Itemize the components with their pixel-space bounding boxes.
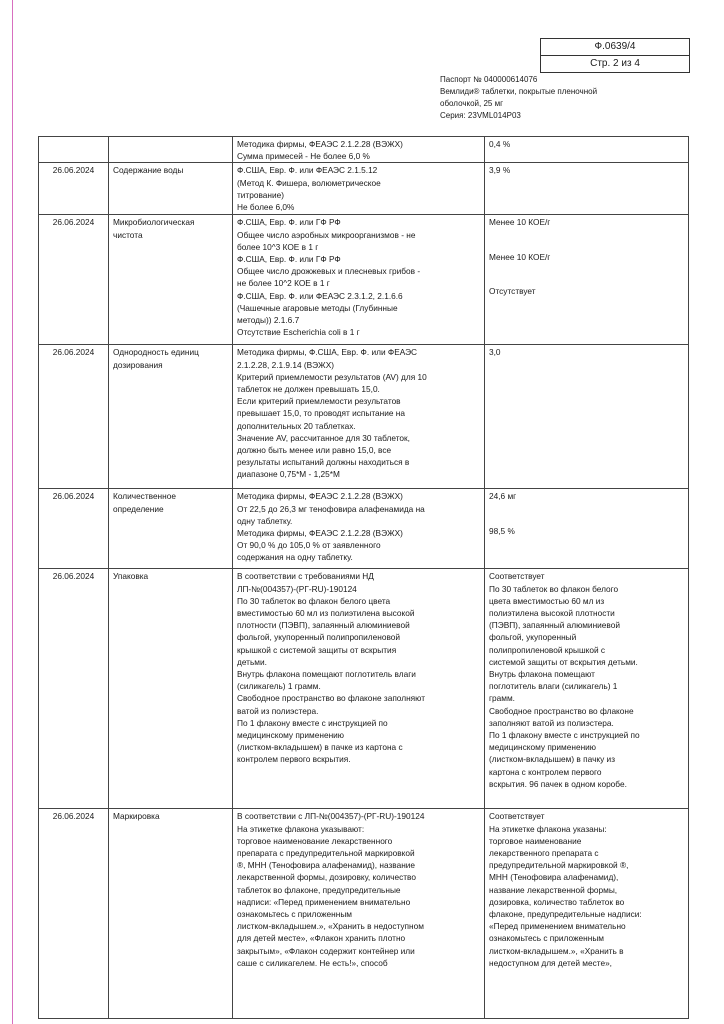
test-date: 26.06.2024 — [39, 163, 109, 215]
test-result-line: Менее 10 КОЕ/г — [489, 217, 551, 228]
test-result-line: листком-вкладышем.», «Хранить в — [489, 945, 624, 956]
test-method-line: таблеток не должен превышать 15,0. — [237, 384, 380, 395]
test-result-line: полипропиленовой крышкой с — [489, 644, 606, 655]
test-method-line: Методика фирмы, ФЕАЭС 2.1.2.28 (ВЭЖХ) — [237, 528, 403, 539]
test-method-cell — [233, 489, 485, 569]
test-method-line: ®, МНН (Тенофовира алафенамид), название — [237, 860, 416, 871]
test-method-line: дополнительных 20 таблетках. — [237, 420, 356, 431]
test-name-cell — [109, 215, 233, 345]
test-name-line: Однородность единиц — [113, 347, 199, 358]
test-method-line: диапазоне 0,75*М - 1,25*М — [237, 469, 340, 480]
test-result-line: медицинскому применению — [489, 742, 597, 753]
test-result-line: грамм. — [489, 693, 515, 704]
table-row — [39, 215, 689, 345]
test-result-line: По 1 флакону вместе с инструкцией по — [489, 730, 640, 741]
test-method-line: Сумма примесей - Не более 6,0 % — [237, 151, 370, 162]
test-result-line: (ПЭВП), запаянный алюминиевой — [489, 620, 620, 631]
test-result-line: предупредительной маркировкой ®, — [489, 860, 629, 871]
table-row — [39, 345, 689, 489]
table-row — [39, 569, 689, 809]
test-method-line: Общее число аэробных микроорганизмов - не — [237, 229, 416, 240]
test-method-line: торговое наименование лекарственного — [237, 835, 393, 846]
test-result-line: Соответствует — [489, 571, 545, 582]
spacer — [489, 274, 684, 285]
test-method-line: таблеток во флаконе, предупредительные — [237, 884, 401, 895]
spacer — [489, 229, 684, 240]
test-result-line: системой защиты от вскрытия детьми. — [489, 656, 638, 667]
test-result-line: Соответствует — [489, 811, 545, 822]
test-method-line: (Метод К. Фишера, волюметрическое — [237, 177, 381, 188]
test-method-line: ватой из полиэстера. — [237, 705, 319, 716]
test-name-cell — [109, 163, 233, 215]
test-date: 26.06.2024 — [39, 569, 109, 809]
test-result-cell — [485, 489, 689, 569]
test-name-line: Маркировка — [113, 811, 160, 822]
test-method-line: Отсутствие Escherichia coli в 1 г — [237, 327, 360, 338]
test-method-line: По 1 флакону вместе с инструкцией по — [237, 717, 388, 728]
test-method-line: крышкой с системой защиты от вскрытия — [237, 644, 397, 655]
test-result-line: Менее 10 КОЕ/г — [489, 251, 551, 262]
test-method-line: Критерий приемлемости результатов (AV) для 10 — [237, 371, 427, 382]
spacer — [489, 503, 684, 514]
test-name-line: чистота — [113, 229, 143, 240]
spacer — [489, 514, 684, 525]
passport-number: Паспорт № 040000614076 — [440, 75, 538, 84]
test-result-cell — [485, 137, 689, 163]
test-result-line: лекарственного препарата с — [489, 848, 599, 859]
test-method-cell — [233, 215, 485, 345]
test-date: 26.06.2024 — [39, 809, 109, 1019]
test-name-line: определение — [113, 503, 164, 514]
test-method-line: превышает 15,0, то проводят испытание на — [237, 408, 405, 419]
test-name-line: Упаковка — [113, 571, 149, 582]
test-method-cell — [233, 137, 485, 163]
test-name-cell — [109, 137, 233, 163]
test-result-line: Свободное пространство во флаконе — [489, 705, 634, 716]
test-method-line: ознакомьтесь с приложенным — [237, 909, 352, 920]
test-result-line: фольгой, укупоренный — [489, 632, 577, 643]
test-method-line: ЛП-№(004357)-(РГ-RU)-190124 — [237, 583, 357, 594]
test-result-line: недоступном для детей месте», — [489, 957, 612, 968]
test-method-line: Ф.США, Евр. Ф. или ФЕАЭС 2.1.5.12 — [237, 165, 378, 176]
form-code-box — [540, 38, 690, 73]
test-method-line: более 10^3 КОЕ в 1 г — [237, 241, 319, 252]
test-method-line: Ф.США, Евр. Ф. или ГФ РФ — [237, 217, 341, 228]
page-number: Стр. 2 из 4 — [541, 55, 689, 72]
test-method-line: Методика фирмы, Ф.США, Евр. Ф. или ФЕАЭС — [237, 347, 418, 358]
test-name-line: Количественное — [113, 491, 176, 502]
test-name-line: дозирования — [113, 359, 163, 370]
test-method-line: не более 10^2 КОЕ в 1 г — [237, 278, 330, 289]
test-date — [39, 137, 109, 163]
product-name: Вемлиди® таблетки, покрытые пленочной — [440, 87, 598, 96]
test-date: 26.06.2024 — [39, 215, 109, 345]
test-method-line: (силикагель) 1 грамм. — [237, 681, 321, 692]
test-result-cell — [485, 215, 689, 345]
test-name-cell — [109, 345, 233, 489]
test-method-line: Значение AV, рассчитанное для 30 таблеток, — [237, 432, 410, 443]
test-result-line: 24,6 мг — [489, 491, 517, 502]
test-method-cell — [233, 163, 485, 215]
test-result-line: флаконе, предупредительные надписи: — [489, 909, 642, 920]
passport-info — [440, 74, 640, 122]
table-row — [39, 489, 689, 569]
test-result-line: полиэтилена высокой плотности — [489, 608, 615, 619]
test-result-line: заполняют ватой из полиэстера. — [489, 717, 614, 728]
test-result-line: картона с контролем первого — [489, 766, 602, 777]
test-result-cell — [485, 345, 689, 489]
test-name-line: Содержание воды — [113, 165, 184, 176]
test-method-line: медицинскому применению — [237, 730, 345, 741]
test-method-cell — [233, 569, 485, 809]
test-method-line: препарата с предупредительной маркировкой — [237, 848, 415, 859]
test-result-line: Внутрь флакона помещают — [489, 669, 595, 680]
test-method-line: Методика фирмы, ФЕАЭС 2.1.2.28 (ВЭЖХ) — [237, 491, 403, 502]
test-method-line: контролем первого вскрытия. — [237, 754, 351, 765]
test-method-line: В соответствии с ЛП-№(004357)-(РГ-RU)-190124 — [237, 811, 425, 822]
test-method-line: закрытым», «Флакон содержит контейнер или — [237, 945, 415, 956]
test-method-line: для детей месте», «Флакон хранить плотно — [237, 933, 406, 944]
test-method-line: содержания на одну таблетку. — [237, 552, 353, 563]
spacer — [489, 240, 684, 251]
test-method-line: листком-вкладышем.», «Хранить в недоступном — [237, 921, 424, 932]
test-method-line: лекарственной формы, дозировку, количество — [237, 872, 416, 883]
test-result-line: вскрытия. 96 пачек в одном коробе. — [489, 778, 627, 789]
test-name-cell — [109, 809, 233, 1019]
test-method-line: надписи: «Перед применением внимательно — [237, 896, 411, 907]
test-result-line: (листком-вкладышем) в пачку из — [489, 754, 616, 765]
test-method-line: По 30 таблеток во флакон белого цвета — [237, 595, 391, 606]
test-result-cell — [485, 569, 689, 809]
test-method-line: Внутрь флакона помещают поглотитель влаги — [237, 669, 416, 680]
test-name-line: Микробиологическая — [113, 217, 195, 228]
spacer — [489, 263, 684, 274]
test-method-line: детьми. — [237, 656, 267, 667]
test-result-line: МНН (Тенофовира алафенамид), — [489, 872, 619, 883]
test-method-line: Если критерий приемлемости результатов — [237, 396, 401, 407]
test-method-line: Свободное пространство во флаконе заполняют — [237, 693, 425, 704]
test-result-line: 3,0 — [489, 347, 501, 358]
test-result-line: дозировка, количество таблеток во — [489, 896, 625, 907]
form-code: Ф.0639/4 — [594, 41, 636, 52]
test-method-line: результаты испытаний должны находиться в — [237, 457, 410, 468]
table-row — [39, 137, 689, 163]
test-result-line: торговое наименование — [489, 835, 582, 846]
test-result-line: поглотитель влаги (силикагель) 1 — [489, 681, 618, 692]
test-name-cell — [109, 489, 233, 569]
test-result-cell — [485, 809, 689, 1019]
test-result-line: 0,4 % — [489, 139, 511, 149]
test-method-line: Ф.США, Евр. Ф. или ГФ РФ — [237, 254, 341, 265]
test-method-line: От 22,5 до 26,3 мг тенофовира алафенамида на — [237, 503, 425, 514]
test-method-line: должно быть менее или равно 15,0, все — [237, 445, 392, 456]
test-result-line: «Перед применением внимательно — [489, 921, 626, 932]
test-result-line: цвета вместимостью 60 мл из — [489, 595, 605, 606]
margin-line — [12, 0, 13, 1024]
test-method-line: титрование) — [237, 189, 284, 200]
test-results-table — [38, 136, 689, 1019]
test-date: 26.06.2024 — [39, 489, 109, 569]
test-name-cell — [109, 569, 233, 809]
test-result-line: 3,9 % — [489, 165, 511, 176]
test-method-line: фольгой, укупоренный полипропиленовой — [237, 632, 401, 643]
test-result-line: 98,5 % — [489, 525, 515, 536]
test-result-line: По 30 таблеток во флакон белого — [489, 583, 619, 594]
test-method-line: плотности (ПЭВП), запаянный алюминиевой — [237, 620, 410, 631]
test-method-line: Не более 6,0% — [237, 202, 295, 213]
test-result-cell — [485, 163, 689, 215]
test-result-line: ознакомьтесь с приложенным — [489, 933, 604, 944]
test-result-line: название лекарственной формы, — [489, 884, 618, 895]
test-method-line: От 90,0 % до 105,0 % от заявленного — [237, 540, 381, 551]
test-method-line: методы)) 2.1.6.7 — [237, 315, 300, 326]
test-result-line: На этикетке флакона указаны: — [489, 823, 607, 834]
test-method-line: одну таблетку. — [237, 515, 293, 526]
test-method-line: 2.1.2.28, 2.1.9.14 (ВЭЖХ) — [237, 359, 335, 370]
test-method-line: В соответствии с требованиями НД — [237, 571, 374, 582]
test-method-line: саше с силикагелем. Не есть!», способ — [237, 957, 388, 968]
test-method-line: Ф.США, Евр. Ф. или ФЕАЭС 2.3.1.2, 2.1.6.6 — [237, 290, 403, 301]
batch-number: Серия: 23VML014P03 — [440, 111, 521, 120]
test-method-cell — [233, 809, 485, 1019]
test-method-cell — [233, 345, 485, 489]
product-form: оболочкой, 25 мг — [440, 99, 503, 108]
test-method-line: Общее число дрожжевых и плесневых грибов - — [237, 266, 421, 277]
test-method-line: На этикетке флакона указывают: — [237, 823, 365, 834]
test-method-line: Методика фирмы, ФЕАЭС 2.1.2.28 (ВЭЖХ) — [237, 139, 403, 149]
test-method-line: (листком-вкладышем) в пачке из картона с — [237, 742, 403, 753]
test-method-line: вместимостью 60 мл из полиэтилена высокой — [237, 608, 415, 619]
test-result-line: Отсутствует — [489, 285, 536, 296]
test-method-line: (Чашечные агаровые методы (Глубинные — [237, 302, 398, 313]
table-row — [39, 163, 689, 215]
table-row — [39, 809, 689, 1019]
test-date: 26.06.2024 — [39, 345, 109, 489]
